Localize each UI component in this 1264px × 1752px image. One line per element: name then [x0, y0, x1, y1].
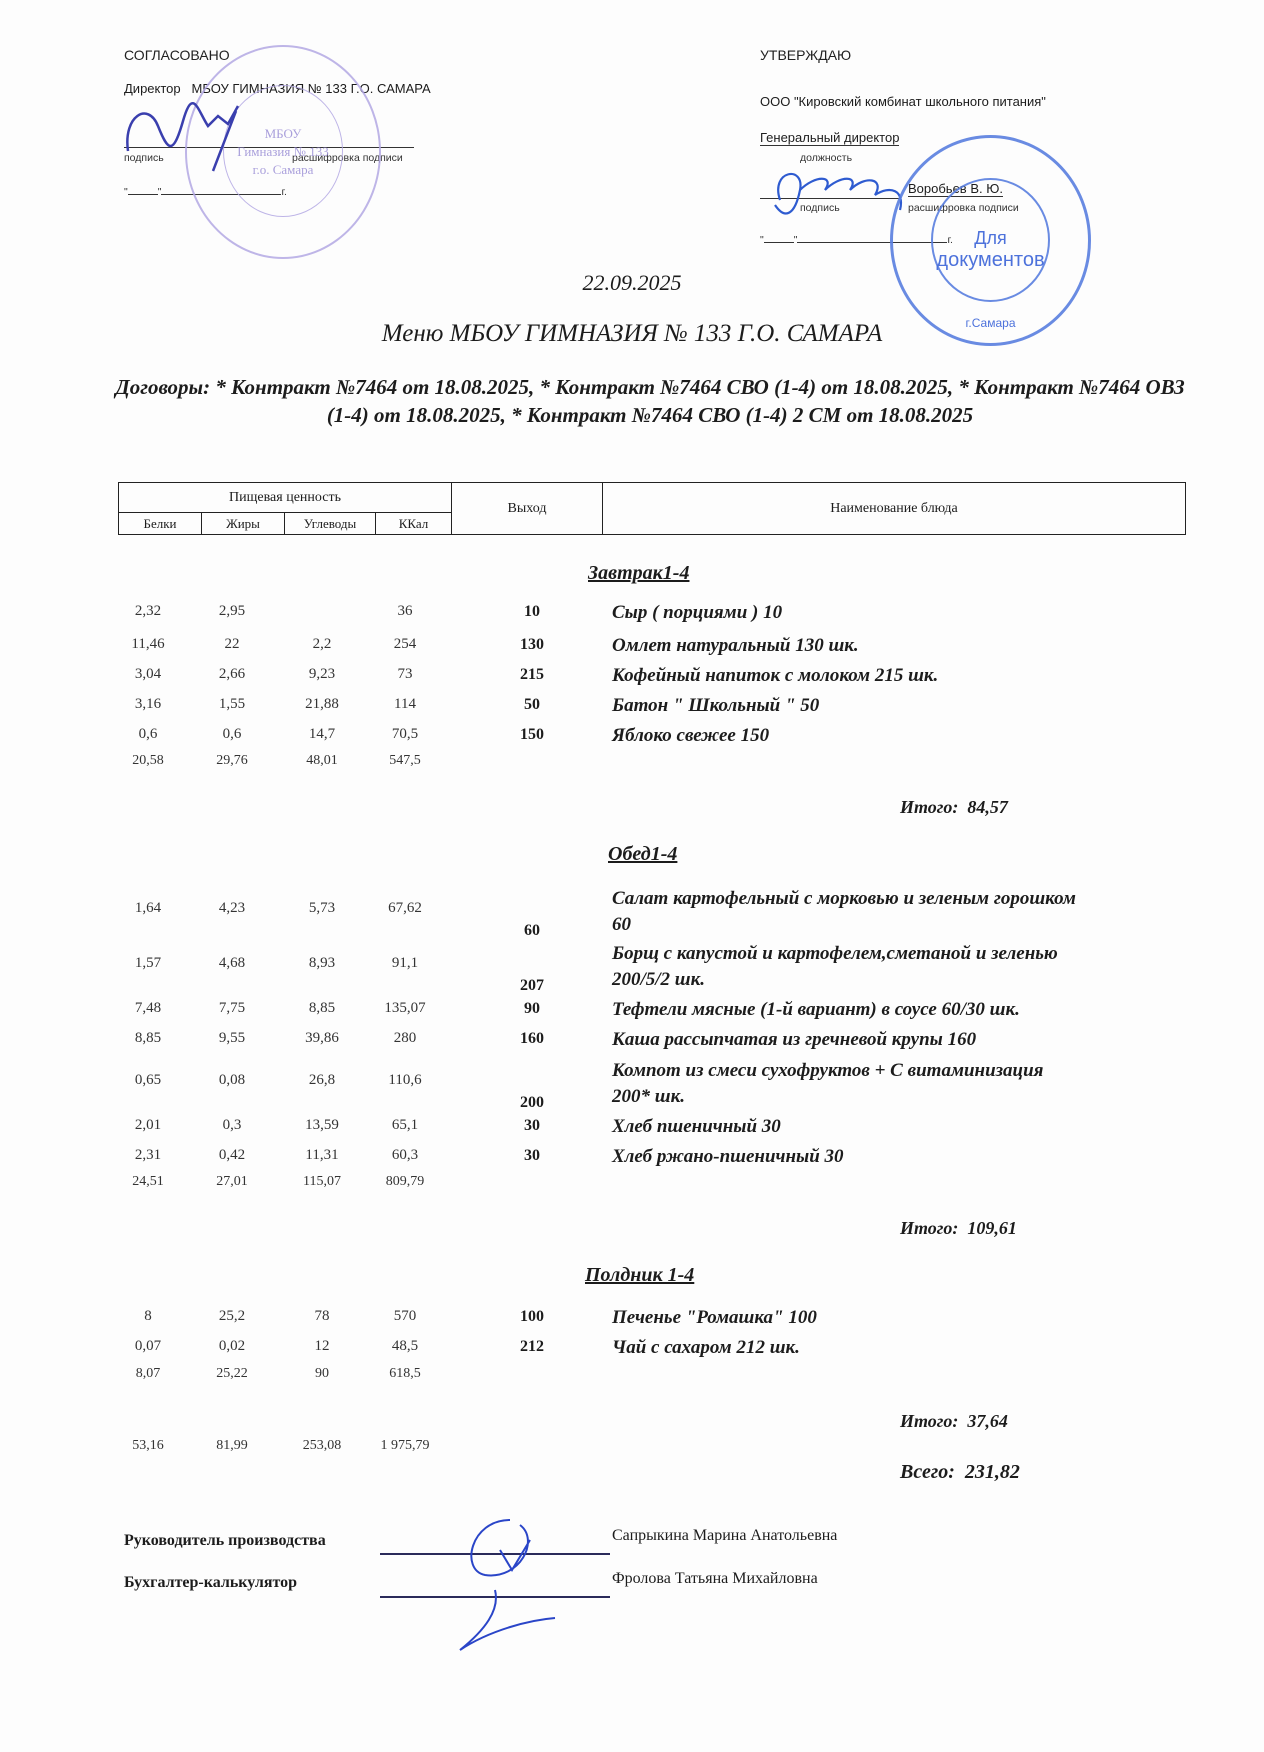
grand-total-label: Всего:: [900, 1461, 955, 1483]
cell-carbs: 13,59: [305, 1117, 339, 1133]
cell-output: 10: [524, 603, 540, 620]
cell-output: 130: [520, 636, 544, 653]
supplier-name: ООО "Кировский комбинат школьного питания": [760, 94, 1046, 109]
table-row: [0, 666, 1264, 692]
total-value: 84,57: [967, 797, 1008, 817]
header-output: Выход: [452, 483, 603, 535]
cell-dish-name: Тефтели мясные (1-й вариант) в соусе 60/30 шк.: [612, 999, 1020, 1020]
quote-open: ": [760, 234, 764, 246]
cell-fat: 9,55: [218, 1030, 246, 1046]
cell-carbs: 26,8: [308, 1072, 336, 1088]
table-row: [0, 1147, 1264, 1173]
menu-date: 22.09.2025: [582, 270, 682, 295]
cell-protein: 1,57: [134, 955, 162, 971]
sum-fat: 27,01: [216, 1174, 248, 1189]
total-label: Итого:: [900, 1218, 959, 1238]
cell-kcal: 65,1: [391, 1117, 419, 1133]
signature-role: Бухгалтер-калькулятор: [124, 1574, 298, 1591]
stamp-left-line: Гимназия № 133: [237, 144, 329, 159]
cell-fat: 0,6: [222, 726, 242, 742]
cell-kcal: 570: [393, 1308, 417, 1324]
cell-output: 212: [520, 1338, 544, 1355]
director-signature-icon: [118, 96, 268, 176]
cell-dish-name: Кофейный напиток с молоком 215 шк.: [612, 665, 939, 686]
cell-kcal: 73: [397, 666, 413, 682]
cell-output: 90: [524, 1000, 540, 1017]
section-title-lunch: Обед1-4: [608, 843, 678, 865]
grand-total-row: [0, 1438, 1264, 1464]
dish-name-line: 60: [612, 914, 631, 935]
quote-close: ": [157, 186, 162, 198]
year-suffix: г.: [947, 234, 953, 246]
table-header: [118, 482, 1186, 535]
organization-name: МБОУ ГИМНАЗИЯ № 133 Г.О. САМАРА: [191, 81, 431, 96]
sum-protein: 20,58: [132, 753, 164, 768]
table-row: [0, 1338, 1264, 1364]
section-sum-row: [0, 1366, 1264, 1392]
quote-close: ": [793, 234, 798, 246]
section-sum-row: [0, 753, 1264, 779]
sum-carbs: 90: [315, 1366, 329, 1381]
stamp-right-line: г.Самара: [965, 316, 1016, 330]
section-total-snack: [900, 1411, 1008, 1432]
cell-fat: 7,75: [218, 1000, 246, 1016]
cell-carbs: 8,85: [308, 1000, 336, 1016]
stamp-right-line: Для: [974, 228, 1007, 248]
table-row: [0, 1030, 1264, 1056]
sum-fat: 25,22: [216, 1366, 248, 1381]
dish-name-line: Компот из смеси сухофруктов + С витаминизация: [612, 1060, 1044, 1081]
cell-dish-name: Каша рассыпчатая из гречневой крупы 160: [612, 1029, 977, 1050]
cell-fat: 0,3: [222, 1117, 242, 1133]
cell-kcal: 280: [393, 1030, 417, 1046]
cell-dish-name: Хлеб пшеничный 30: [612, 1116, 781, 1137]
cell-fat: 4,23: [218, 900, 246, 916]
cell-dish-name: [612, 886, 1172, 938]
approval-right-heading: УТВЕРЖДАЮ: [760, 47, 852, 63]
contracts-list: Договоры: * Контракт №7464 от 18.08.2025, * Контракт №7464 СВО (1-4) от 18.08.2025, * Контракт №7464 ОВЗ (1-4) от 18.08.2025, * Контракт №7464 СВО (1-4) 2 СМ от 18.08.2025: [115, 375, 1185, 427]
cell-fat: 0,02: [218, 1338, 246, 1354]
sum-carbs: 115,07: [303, 1174, 341, 1189]
cell-kcal: 70,5: [391, 726, 419, 742]
signature-caption-right: подпись: [800, 202, 840, 214]
cell-protein: 11,46: [131, 636, 165, 652]
cell-carbs: 8,93: [308, 955, 336, 971]
cell-carbs: 11,31: [305, 1147, 339, 1163]
cell-output: 100: [520, 1308, 544, 1325]
cell-protein: 0,07: [134, 1338, 162, 1354]
dish-name-line: 200/5/2 шк.: [612, 969, 706, 990]
approver-position: Генеральный директор: [760, 130, 900, 145]
cell-carbs: 39,86: [305, 1030, 339, 1046]
cell-carbs: 12: [314, 1338, 330, 1354]
section-total-breakfast: [900, 797, 1008, 818]
header-kcal: ККал: [376, 513, 452, 535]
cell-dish-name: Хлеб ржано-пшеничный 30: [612, 1146, 844, 1167]
cell-fat: 1,55: [218, 696, 246, 712]
sum-kcal: 618,5: [389, 1366, 421, 1381]
cell-dish-name: Печенье "Ромашка" 100: [612, 1307, 817, 1328]
approval-left-heading: СОГЛАСОВАНО: [124, 47, 230, 63]
cell-kcal: 36: [397, 603, 413, 619]
header-protein: Белки: [119, 513, 202, 535]
cell-kcal: 48,5: [391, 1338, 419, 1354]
cell-output: 150: [520, 726, 544, 743]
signatory-name: Сапрыкина Марина Анатольевна: [612, 1527, 838, 1544]
position-prefix: Директор: [124, 81, 181, 96]
total-value: 109,61: [967, 1218, 1017, 1238]
table-row: [0, 1000, 1264, 1026]
grand-carbs: 253,08: [302, 1438, 342, 1453]
cell-output: 30: [524, 1117, 540, 1134]
sum-protein: 24,51: [132, 1174, 164, 1189]
cell-kcal: 67,62: [388, 900, 422, 916]
section-title-snack: Полдник 1-4: [585, 1264, 695, 1286]
cell-fat: 25,2: [218, 1308, 246, 1324]
cell-dish-name: Чай с сахаром 212 шк.: [612, 1337, 800, 1358]
cell-fat: 22: [224, 636, 240, 652]
cell-protein: 3,16: [134, 696, 162, 712]
cell-fat: 0,42: [218, 1147, 246, 1163]
signature-caption-left: подпись: [124, 152, 164, 164]
signature-role: Руководитель производства: [124, 1532, 326, 1549]
cell-dish-name: Омлет натуральный 130 шк.: [612, 635, 859, 656]
table-row: [0, 1117, 1264, 1143]
total-label: Итого:: [900, 797, 959, 817]
cell-output: 200: [520, 1094, 544, 1111]
cell-output: 160: [520, 1030, 544, 1047]
cell-output: 60: [524, 922, 540, 939]
cell-output: 30: [524, 1147, 540, 1164]
dish-name-line: Салат картофельный с морковью и зеленым горошком: [612, 888, 1076, 909]
table-row: [0, 636, 1264, 662]
cell-kcal: 135,07: [384, 1000, 426, 1016]
cell-kcal: 110,6: [388, 1072, 422, 1088]
total-label: Итого:: [900, 1411, 959, 1431]
stamp-right-line: документов: [936, 249, 1045, 271]
cell-protein: 8,85: [134, 1030, 162, 1046]
cell-fat: 0,08: [218, 1072, 246, 1088]
header-carbs: Углеводы: [285, 513, 376, 535]
cell-output: 215: [520, 666, 544, 683]
cell-protein: 1,64: [134, 900, 162, 916]
cell-dish-name: Сыр ( порциями ) 10: [612, 602, 783, 623]
production-signature-icon: [440, 1510, 620, 1660]
section-sum-row: [0, 1174, 1264, 1200]
quote-open: ": [124, 186, 128, 198]
dish-name-line: Борщ с капустой и картофелем,сметаной и зеленью: [612, 943, 1058, 964]
stamp-left-line: г.о. Самара: [252, 162, 314, 177]
cell-carbs: 9,23: [308, 666, 336, 682]
grand-fat: 81,99: [216, 1438, 248, 1453]
table-row: [0, 726, 1264, 752]
dish-name-line: 200* шк.: [612, 1086, 685, 1107]
table-row: [0, 603, 1264, 629]
cell-carbs: 78: [314, 1308, 330, 1324]
cell-protein: 3,04: [134, 666, 162, 682]
section-title-breakfast: Завтрак1-4: [588, 562, 690, 584]
decoding-caption-left: расшифровка подписи: [292, 152, 403, 164]
cell-carbs: 2,2: [312, 636, 332, 652]
cell-kcal: 60,3: [391, 1147, 419, 1163]
grand-total-value: 231,82: [964, 1461, 1020, 1483]
header-nutrition: Пищевая ценность: [119, 483, 452, 513]
cell-protein: 0,6: [138, 726, 158, 742]
grand-protein: 53,16: [132, 1438, 164, 1453]
header-fat: Жиры: [202, 513, 285, 535]
grand-kcal: 1 975,79: [380, 1438, 430, 1453]
section-total-lunch: [900, 1218, 1017, 1239]
header-dish-name: Наименование блюда: [603, 483, 1186, 535]
sum-carbs: 48,01: [306, 753, 338, 768]
cell-protein: 8: [144, 1308, 152, 1324]
decoding-caption-right: расшифровка подписи: [908, 202, 1019, 214]
cell-dish-name: Яблоко свежее 150: [612, 725, 770, 746]
position-caption: должность: [800, 152, 853, 164]
cell-protein: 0,65: [134, 1072, 162, 1088]
table-row: [0, 1308, 1264, 1334]
cell-carbs: 5,73: [308, 900, 336, 916]
sum-kcal: 547,5: [389, 753, 421, 768]
total-value: 37,64: [967, 1411, 1008, 1431]
page-title: Меню МБОУ ГИМНАЗИЯ № 133 Г.О. САМАРА: [381, 320, 883, 347]
cell-fat: 2,66: [218, 666, 246, 682]
cell-fat: 2,95: [218, 603, 246, 619]
year-suffix: г.: [281, 186, 287, 198]
table-row: [0, 696, 1264, 722]
cell-kcal: 114: [394, 696, 416, 712]
cell-dish-name: [612, 1058, 1172, 1110]
cell-output: 207: [520, 977, 544, 994]
cell-protein: 2,32: [134, 603, 162, 619]
cell-dish-name: Батон " Школьный " 50: [612, 695, 820, 716]
grand-total: [900, 1461, 1020, 1484]
cell-kcal: 254: [393, 636, 417, 652]
signatory-name: Фролова Татьяна Михайловна: [612, 1570, 818, 1587]
cell-protein: 2,31: [134, 1147, 162, 1163]
cell-protein: 7,48: [134, 1000, 162, 1016]
approver-name: Воробьев В. Ю.: [908, 181, 1003, 196]
sum-kcal: 809,79: [385, 1174, 425, 1189]
cell-carbs: 21,88: [305, 696, 339, 712]
cell-dish-name: [612, 941, 1172, 993]
sum-protein: 8,07: [135, 1366, 161, 1381]
sum-fat: 29,76: [216, 753, 248, 768]
cell-fat: 4,68: [218, 955, 246, 971]
cell-protein: 2,01: [134, 1117, 162, 1133]
stamp-right-icon: [890, 135, 1091, 346]
stamp-left-line: МБОУ: [264, 126, 302, 141]
cell-kcal: 91,1: [391, 955, 419, 971]
cell-output: 50: [524, 696, 540, 713]
cell-carbs: 14,7: [308, 726, 336, 742]
